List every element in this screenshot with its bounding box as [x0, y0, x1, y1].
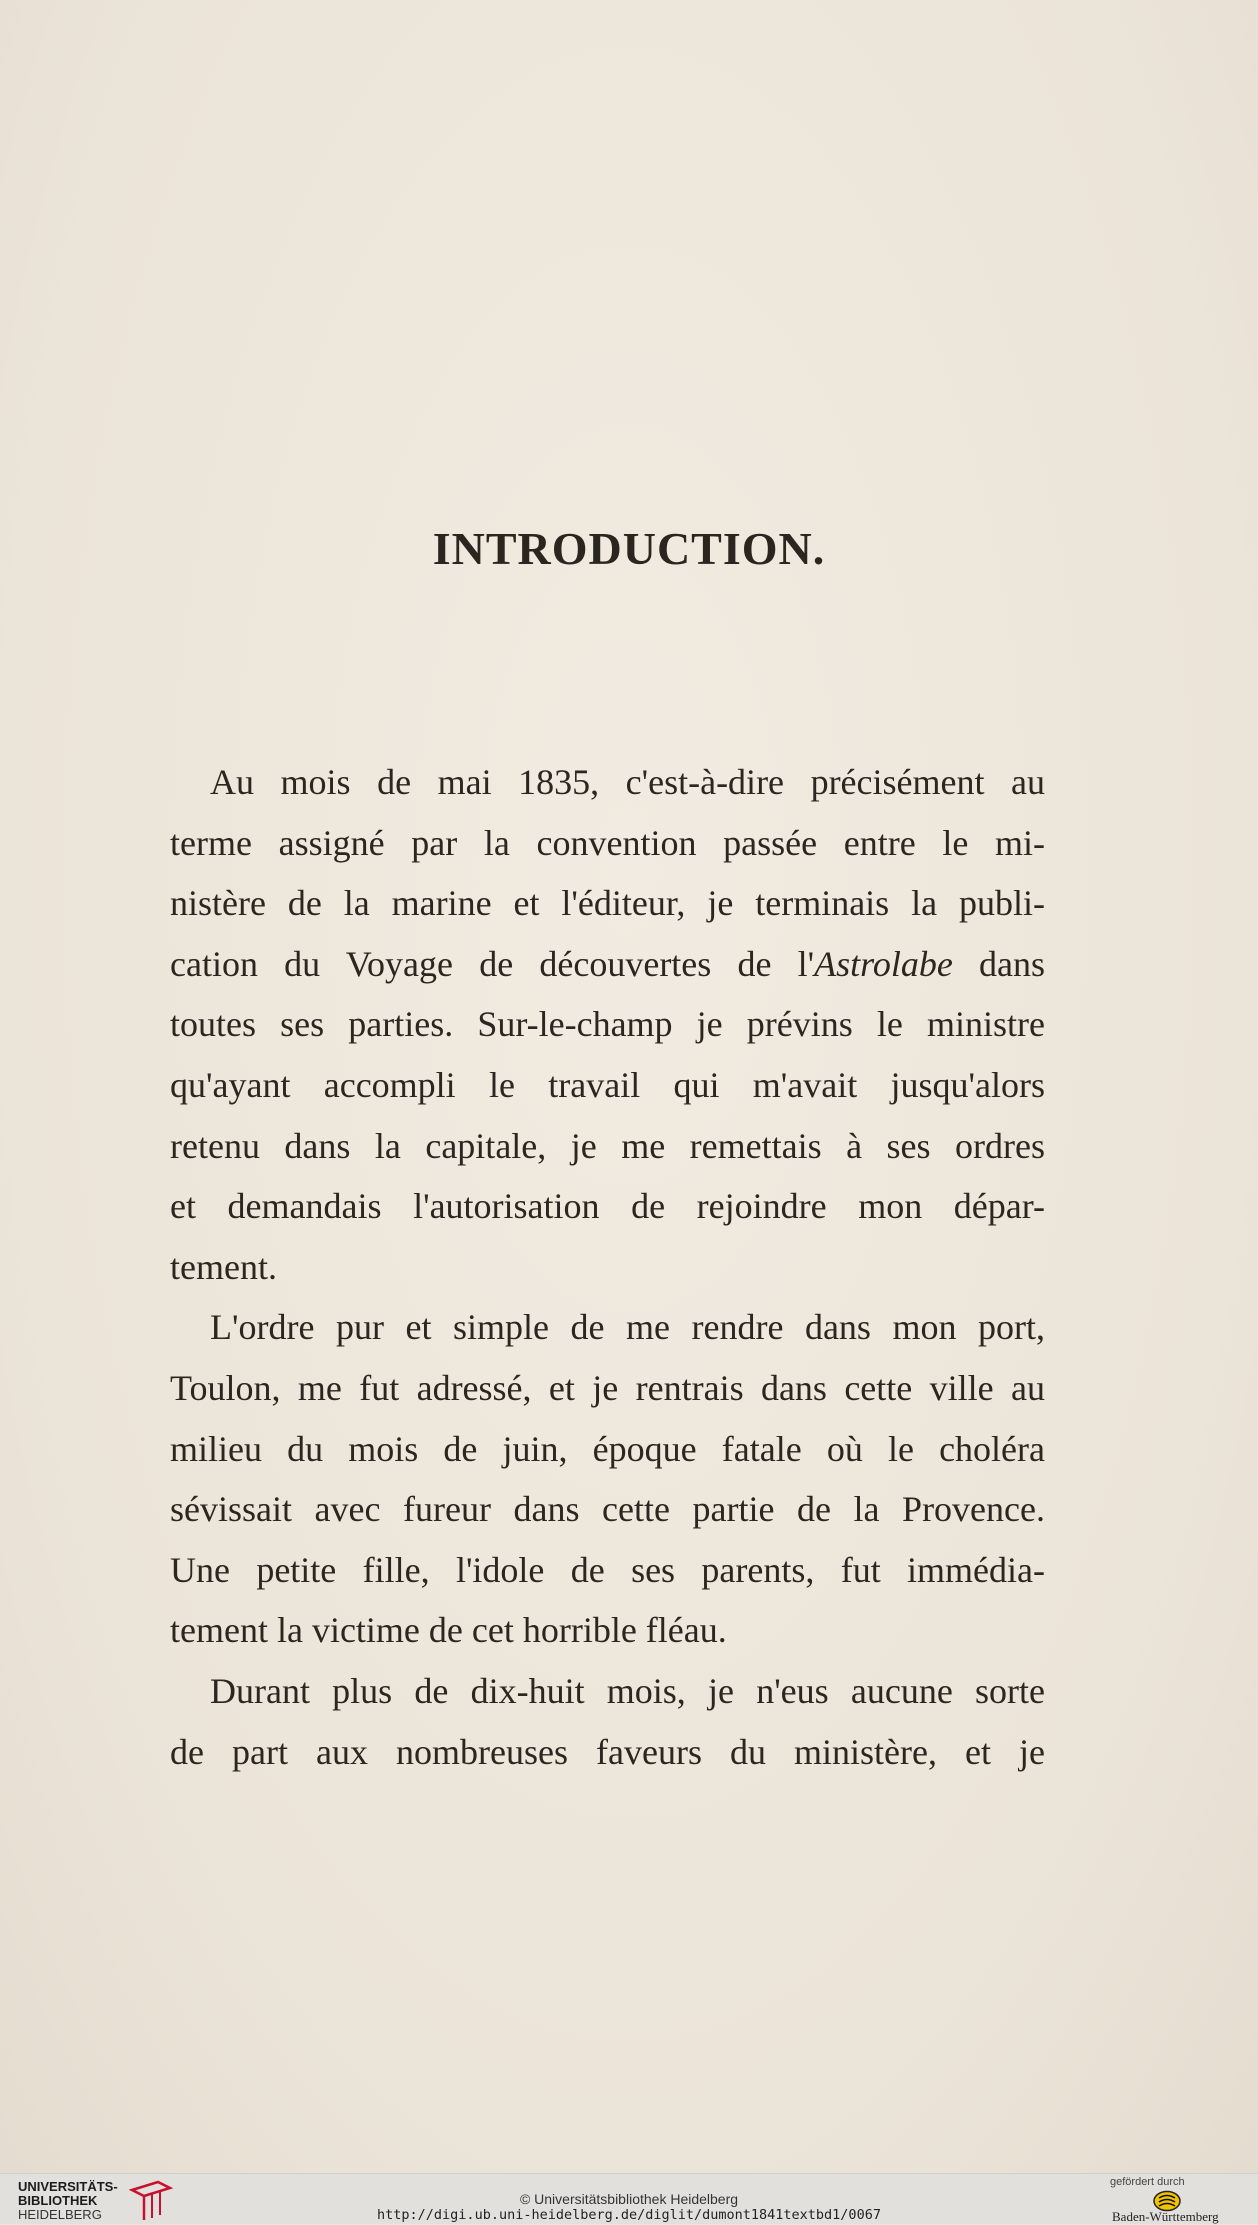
text-line: terme assigné par la convention passée entre le mi-	[170, 822, 1045, 863]
italic-word: Astrolabe	[814, 943, 953, 984]
text-line: tement.	[170, 1246, 277, 1287]
library-line: UNIVERSITÄTS-	[18, 2179, 118, 2194]
funder-name: Baden-Württemberg	[1112, 2209, 1219, 2224]
funded-by-label: gefördert durch	[1110, 2176, 1185, 2188]
text-line: Durant plus de dix-huit mois, je n'eus aucune sorte	[210, 1670, 1045, 1711]
text-line: tement la victime de cet horrible fléau.	[170, 1610, 727, 1651]
source-url[interactable]: http://digi.ub.uni-heidelberg.de/diglit/dumont1841textbd1/0067	[377, 2207, 881, 2223]
text-line: qu'ayant accompli le travail qui m'avait jusqu'alors	[170, 1064, 1045, 1105]
library-line: HEIDELBERG	[18, 2207, 102, 2222]
text-line: L'ordre pur et simple de me rendre dans mon port,	[210, 1307, 1045, 1348]
text-line: de part aux nombreuses faveurs du ministère, et je	[170, 1731, 1045, 1772]
text-line: milieu du mois de juin, époque fatale où le choléra	[170, 1428, 1045, 1469]
text-line: et demandais l'autorisation de rejoindre mon dépar-	[170, 1186, 1045, 1227]
footer-bar	[0, 2173, 1258, 2224]
text-segment: cation du Voyage de découvertes de l'	[170, 943, 815, 984]
text-line-with-italic	[170, 934, 1045, 995]
text-line: Toulon, me fut adressé, et je rentrais dans cette ville au	[170, 1367, 1045, 1408]
text-line: retenu dans la capitale, je me remettais à ses ordres	[170, 1125, 1045, 1166]
text-line: sévissait avec fureur dans cette partie de la Provence.	[170, 1489, 1045, 1530]
text-line: nistère de la marine et l'éditeur, je terminais la publi-	[170, 883, 1045, 924]
library-line: BIBLIOTHEK	[18, 2193, 98, 2208]
text-segment: dans	[952, 943, 1045, 984]
text-line: toutes ses parties. Sur-le-champ je prévins le ministre	[170, 1004, 1045, 1045]
body-text	[170, 752, 1045, 1782]
text-line: Au mois de mai 1835, c'est-à-dire précisément au	[210, 762, 1045, 802]
page-title: INTRODUCTION.	[432, 523, 826, 574]
text-line: Une petite fille, l'idole de ses parents, fut immédia-	[170, 1549, 1045, 1590]
copyright-notice: © Universitätsbibliothek Heidelberg	[519, 2191, 739, 2207]
